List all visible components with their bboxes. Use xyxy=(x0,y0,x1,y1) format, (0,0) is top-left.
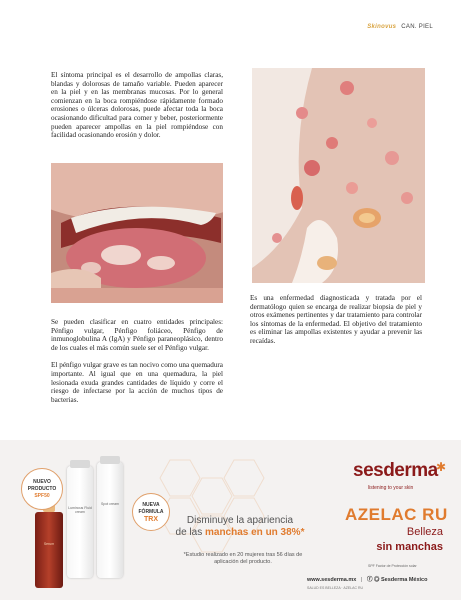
social-icons: ⓕ ◎ xyxy=(366,577,380,583)
magazine-brand: Skinovus xyxy=(367,24,397,30)
spf-note: SPF Factor de Protección solar xyxy=(368,564,417,568)
product-bottle-luminous-fluid xyxy=(67,466,93,578)
photo-oral-lesions xyxy=(51,163,223,303)
bottle-label: Luminous Fluid cream xyxy=(68,506,92,514)
page-header xyxy=(367,24,433,30)
benefit-beauty: Belleza xyxy=(406,526,443,538)
badge-spf: SPF50 xyxy=(34,492,50,499)
badge-line: FÓRMULA xyxy=(138,508,164,515)
bottle-label: Spot cream xyxy=(101,502,119,506)
website-link[interactable]: www.sesderma.mx xyxy=(307,577,357,583)
badge-line: PRODUCTO xyxy=(27,485,57,492)
benefit-no-spots: sin manchas xyxy=(376,541,443,553)
sesderma-advertisement[interactable] xyxy=(0,440,461,600)
bottle-label: Serum xyxy=(43,542,55,546)
brand-tagline: listening to your skin xyxy=(368,485,414,491)
legal-text: SALUD ES BELLEZA · AZELAC RU xyxy=(307,586,364,590)
photo-skin-blisters xyxy=(252,68,425,283)
separator: | xyxy=(360,577,363,583)
headline-line-1: Disminuye la apariencia xyxy=(186,515,294,526)
badge-line: NUEVO xyxy=(33,478,51,485)
ad-headline xyxy=(170,515,310,539)
sesderma-logo[interactable]: sesderma xyxy=(353,460,438,481)
paragraph-severity: El pénfigo vulgar grave es tan nocivo como una quemadura importante. Al igual que en una quemadura, la piel lesionada exuda grandes cantidades de líquido y corre el riesgo de infectarse por la acción de muchos tipos de bacterias. xyxy=(51,361,223,404)
social-handle[interactable]: Sesderma México xyxy=(381,577,428,583)
bottle-cap xyxy=(100,456,120,464)
paragraph-treatment: Es una enfermedad diagnosticada y tratada por el dermatólogo quien se encarga de realizar biopsia de piel y otros exámenes pertinentes y dar tratamiento para controlar los síntomas de la enfermedad. El objetivo del tratamiento es eliminar las ampollas existentes y ayudar a prevenir las recaídas. xyxy=(250,294,422,345)
headline-highlight: manchas en un 38%* xyxy=(204,527,305,538)
badge-new-product xyxy=(21,468,63,510)
badge-new-formula xyxy=(132,493,170,531)
logo-star-icon: ✱ xyxy=(436,460,447,474)
skin-blister-illustration xyxy=(252,68,425,283)
section-label: CAN. PIEL xyxy=(401,24,433,30)
product-bottle-spot-cream xyxy=(97,462,123,578)
headline-line-2 xyxy=(170,527,310,539)
bottle-cap xyxy=(70,460,90,468)
product-name: AZELAC RU xyxy=(345,505,448,524)
article-column-1-top xyxy=(51,71,223,149)
badge-line: NUEVA xyxy=(142,501,160,508)
product-bottle-serum xyxy=(35,512,63,588)
badge-trx: TRX xyxy=(144,515,158,523)
paragraph-classification: Se pueden clasificar en cuatro entidades principales: Pénfigo vulgar, Pénfigo foliáceo, Pénfigo de inmunoglobulina A (IgA) y Pénfigo paraneoplásico, dentro de los cuales el más común suele ser el Pénfigo vulgar. xyxy=(51,318,223,352)
article-column-1-bottom xyxy=(51,318,223,413)
contact-row xyxy=(307,575,427,583)
article-column-2 xyxy=(250,294,422,355)
paragraph-symptoms: El síntoma principal es el desarrollo de ampollas claras, blandas y dolorosas de tamaño variable. Pueden aparecer en la piel y en las membranas mucosas. Por lo general comienzan en la boca rompiéndose rápidamente formado erosiones o úlceras dolorosas, puede afectar toda la boca ocasionando dificultad para comer y beber, posteriormente pueden aparecer ampollas en la piel rompiéndose con facilidad ocasionando erosión y dolor. xyxy=(51,71,223,140)
oral-lesion-illustration xyxy=(51,163,223,303)
headline-prefix: de las xyxy=(175,527,203,538)
ad-footnote: *Estudio realizado en 20 mujeres tras 56 días de aplicación del producto. xyxy=(183,552,303,565)
